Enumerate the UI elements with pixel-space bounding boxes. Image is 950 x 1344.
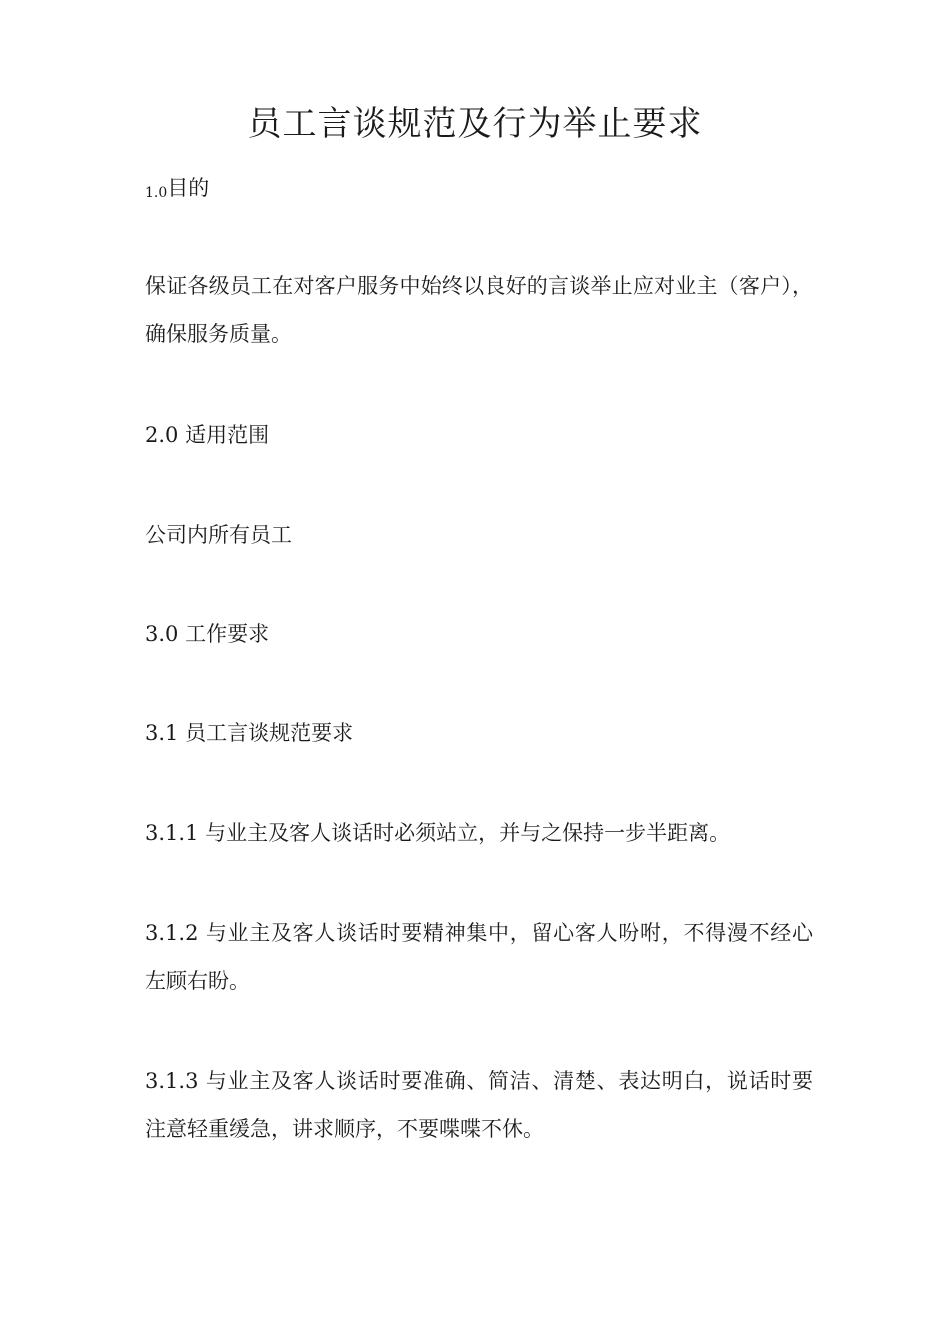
section-3-heading: 3.0 工作要求 bbox=[145, 622, 270, 646]
section-1-label: 目的 bbox=[167, 176, 210, 200]
section-2-body: 公司内所有员工 bbox=[145, 523, 292, 547]
section-3-1-2: 3.1.2 与业主及客人谈话时要精神集中，留心客人吩咐，不得漫不经心左顾右盼。 bbox=[145, 921, 813, 993]
document-title: 员工言谈规范及行为举止要求 bbox=[247, 104, 703, 144]
section-3-1-heading: 3.1 员工言谈规范要求 bbox=[145, 721, 354, 745]
section-2-heading: 2.0 适用范围 bbox=[145, 423, 270, 447]
section-1-heading bbox=[145, 157, 815, 224]
section-3-1-1: 3.1.1 与业主及客人谈话时必须站立，并与之保持一步半距离。 bbox=[145, 821, 731, 845]
section-3-1-3: 3.1.3 与业主及客人谈话时要准确、简洁、清楚、表达明白，说话时要注意轻重缓急，讲求顺序，不要喋喋不休。 bbox=[145, 1069, 813, 1141]
section-1-body: 保证各级员工在对客户服务中始终以良好的言谈举止应对业主（客户），确保服务质量。 bbox=[145, 274, 813, 346]
section-1-number: 1.0 bbox=[145, 185, 168, 201]
